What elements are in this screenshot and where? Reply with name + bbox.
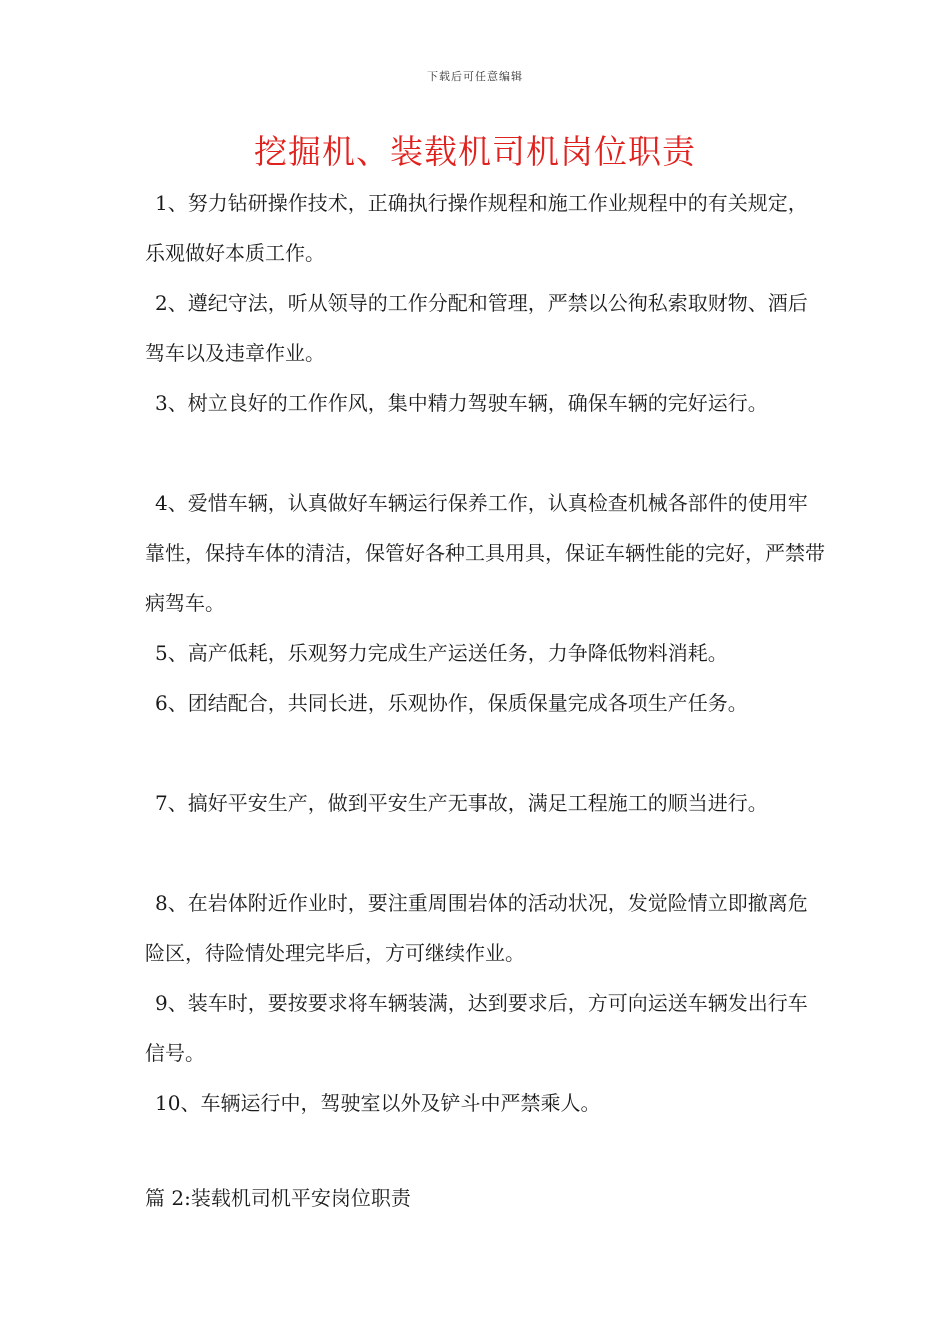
- duty-item-5: 5、高产低耗，乐观努力完成生产运送任务，力争降低物料消耗。: [155, 641, 728, 665]
- section-heading: 篇 2:装载机司机平安岗位职责: [145, 1186, 411, 1210]
- duty-item-1: 1、努力钻研操作技术，正确执行操作规程和施工作业规程中的有关规定，乐观做好本质工作。: [145, 191, 808, 265]
- duty-item-4: 4、爱惜车辆，认真做好车辆运行保养工作，认真检查机械各部件的使用牢靠性，保持车体的清洁，保管好各种工具用具，保证车辆性能的完好，严禁带病驾车。: [145, 491, 825, 615]
- header-note: 下载后可任意编辑: [427, 70, 523, 83]
- duty-item-9: 9、装车时，要按要求将车辆装满，达到要求后，方可向运送车辆发出行车信号。: [145, 991, 808, 1065]
- document-title: 挖掘机、装载机司机岗位职责: [254, 132, 696, 171]
- duty-item-8: 8、在岩体附近作业时，要注重周围岩体的活动状况，发觉险情立即撤离危险区，待险情处理完毕后，方可继续作业。: [145, 891, 808, 965]
- duty-item-10: 10、车辆运行中，驾驶室以外及铲斗中严禁乘人。: [155, 1091, 601, 1115]
- duty-item-7: 7、搞好平安生产，做到平安生产无事故，满足工程施工的顺当进行。: [155, 791, 768, 815]
- duty-item-3: 3、树立良好的工作作风，集中精力驾驶车辆，确保车辆的完好运行。: [155, 391, 768, 415]
- duty-item-6: 6、团结配合，共同长进，乐观协作，保质保量完成各项生产任务。: [155, 691, 748, 715]
- duty-item-2: 2、遵纪守法，听从领导的工作分配和管理，严禁以公徇私索取财物、酒后驾车以及违章作业。: [145, 291, 808, 365]
